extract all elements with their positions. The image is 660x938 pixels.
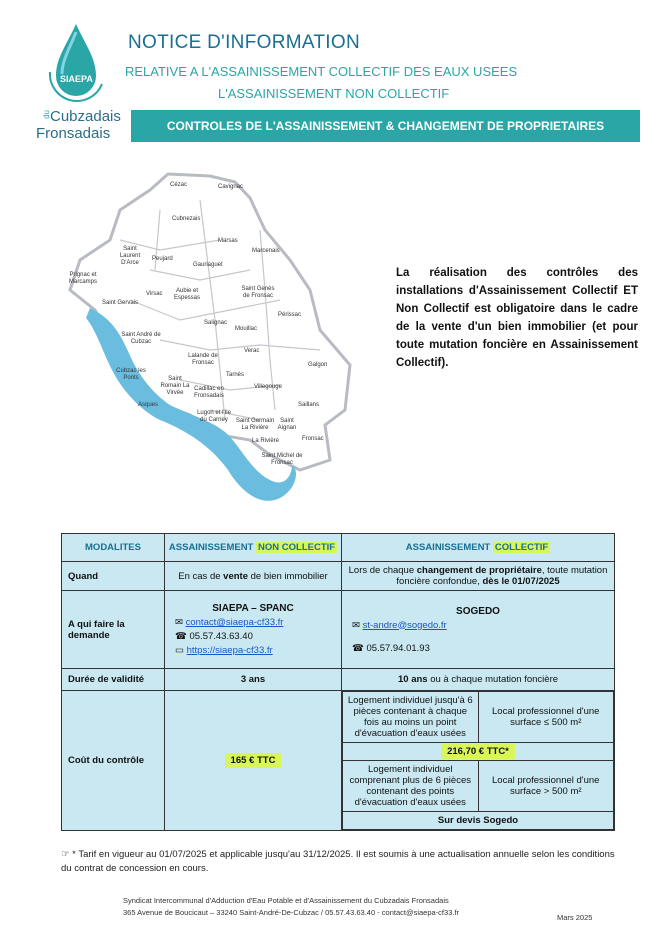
map-town: Virsac [146,291,163,297]
map-town: Saint Gervais [102,300,139,306]
qui-co [342,591,615,669]
row-label-qui: A qui faire la demande [62,591,165,669]
map-town: Salignac [204,320,228,326]
logo-name-line2: Fronsadais [36,125,111,142]
map-town: Saint Genès de Fronsac [241,286,275,299]
header-co-prefix: ASSAINISSEMENT [405,542,493,553]
sogedo-email-link[interactable]: st-andre@sogedo.fr [362,619,447,631]
sogedo-title: SOGEDO [456,605,500,617]
table-header-row [62,534,615,562]
map-town: Aubie et Espessas [173,288,200,301]
spanc-phone: 05.57.43.63.40 [189,631,253,642]
duree-nc-value: 3 ans [240,674,266,685]
map-town: Fronsac [302,436,324,442]
footer-line2: 365 Avenue de Boucicaut – 33240 Saint-André-De-Cubzac / 05.57.43.63.40 - contact@siaepa-cf33.fr [123,908,460,917]
map-town: La Rivière [252,438,280,444]
footer-line1: Syndicat Intercommunal d'Adduction d'Eau Potable et d'Assainissement du Cubzadais Fronsadais [123,896,449,905]
banner-text: CONTROLES DE L'ASSAINISSEMENT & CHANGEMENT DE PROPRIETAIRES [166,119,605,133]
duree-co-bold: 10 ans [397,674,428,685]
co-price: 216,70 € TTC* [441,744,515,759]
duree-nc [165,669,342,691]
siaepa-logo [36,22,128,140]
map-town: Marcenais [252,248,280,254]
logo-acronym: SIAEPA [60,74,93,84]
table-row [62,669,615,691]
cout-co [342,691,615,831]
table-row [62,691,615,831]
quand-co-2: , toute mutation foncière confondue, [396,565,608,587]
map-town: Cadillac en Fronsadais [194,386,224,399]
table-row [62,591,615,669]
quand-co-1: Lors de chaque [348,565,417,576]
big-logement: Logement individuel comprenant plus de 6 pièces contenant des points d'évacuation d'eaux usées [343,761,479,812]
small-logement: Logement individuel jusqu'à 6 pièces contenant à chaque fois au moins un point d'évacuation d'eaux usées [343,692,479,743]
map-town: Saint André de Cubzac [121,332,161,345]
map-town: Saint Aignan [277,418,297,431]
map-town: Gauriaguet [193,262,223,268]
header-non-collectif [165,534,342,562]
map-town: Tarnès [226,372,245,378]
tariff-note [61,848,621,876]
map-town: Saillans [298,402,320,408]
section-banner [131,110,640,142]
map-town: Saint Germain La Rivière [235,418,275,431]
modalites-table [61,533,615,831]
map-town: Peujard [152,256,173,262]
quand-co-bold2: dès le 01/07/2025 [482,576,560,587]
spanc-phone-line [169,631,337,642]
map-town: Saint Laurent D'Arce [119,246,141,266]
document-date: Mars 2025 [557,913,593,922]
duree-co-post: ou à chaque mutation foncière [427,674,559,685]
intro-text: La réalisation des contrôles des installations d'Assainissement Collectif ET Non Collectif est obligatoire dans le cadre de la vente d'un bien immobilier (et pour toute mutation foncière en Assainissement Collectif). [396,267,638,369]
map-town: Cavignac [218,184,244,190]
map-town: Lalande de Fronsac [188,353,218,366]
spanc-email-link[interactable]: contact@siaepa-cf33.fr [185,617,284,628]
table-row [62,562,615,591]
subtitle-collectif: RELATIVE A L'ASSAINISSEMENT COLLECTIF DES EAUX USEES [125,64,518,79]
computer-icon: ▭ [175,645,184,656]
tariff-note-text: * Tarif en vigueur au 01/07/2025 et applicable jusqu'au 31/12/2025. Il est soumis à une actualisation annuelle selon les conditions du contrat de concession en cours. [61,849,615,874]
quand-co [342,562,615,591]
co-price-cell [343,743,614,761]
spanc-email-line [169,617,337,628]
page-title: NOTICE D'INFORMATION [128,32,360,53]
mail-icon: ✉ [352,619,360,631]
map-town: Lugon et l'Ile du Carney [197,410,231,423]
spanc-title: SIAEPA – SPANC [212,603,294,614]
map-town: Cubnezais [172,216,201,222]
sogedo-phone-line [346,643,610,654]
map-town: Verac [244,348,260,354]
header-nc-prefix: ASSAINISSEMENT [168,542,257,553]
map-town: Saint Michel de Fronsac [261,453,303,466]
phone-icon: ☎ [175,631,187,642]
map-outline [60,170,360,520]
pointing-hand-icon: ☞ [61,849,70,860]
spanc-web-line [169,645,337,656]
header-co-highlight: COLLECTIF [494,542,549,553]
map-town: Mouillac [235,326,258,332]
map-town: Prignac et Marcamps [68,272,97,285]
map-town: Galgon [308,362,328,368]
spanc-website-link[interactable]: https://siaepa-cf33.fr [186,645,273,656]
row-label-duree: Durée de validité [62,669,165,691]
water-drop-icon [36,22,116,112]
intro-paragraph [396,264,638,372]
big-professionnel: Local professionnel d'une surface > 500 m² [478,761,614,812]
map-town: Périssac [278,312,302,318]
header-nc-highlight: NON COLLECTIF [258,542,336,553]
nc-price: 165 € TTC [225,753,282,768]
map-town: Saint Romain La Virvée [160,376,190,396]
footer [123,895,459,919]
quand-nc-post: de bien immobilier [247,570,328,582]
map-town: Cézac [170,182,188,188]
territory-map [60,170,360,520]
map-town: Villegouge [254,384,282,390]
quand-nc [165,562,342,591]
cout-nc [165,691,342,831]
row-label-cout: Coût du contrôle [62,691,165,831]
subtitle-non-collectif: L'ASSAINISSEMENT NON COLLECTIF [218,86,450,101]
row-label-quand: Quand [62,562,165,591]
duree-co [342,669,615,691]
map-town: Marsas [218,238,238,244]
header-collectif [342,534,615,562]
map-town: Cubzac les Ponts [116,368,146,381]
quand-nc-bold: vente [223,570,248,582]
sogedo-email-line [346,620,610,631]
collectif-pricing-table [342,691,614,830]
header-modalites: MODALITES [62,534,165,562]
qui-nc [165,591,342,669]
logo-name-line1: Cubzadais [50,108,121,125]
logo-du: du [42,110,51,119]
sogedo-phone: 05.57.94.01.93 [366,642,430,654]
quand-nc-pre: En cas de [178,570,224,582]
map-town: Asques [138,402,159,408]
quand-co-bold1: changement de propriétaire [416,565,542,576]
phone-icon: ☎ [352,642,364,654]
small-professionnel: Local professionnel d'une surface ≤ 500 m² [478,692,614,743]
mail-icon: ✉ [175,617,183,628]
devis-sogedo: Sur devis Sogedo [343,812,614,830]
